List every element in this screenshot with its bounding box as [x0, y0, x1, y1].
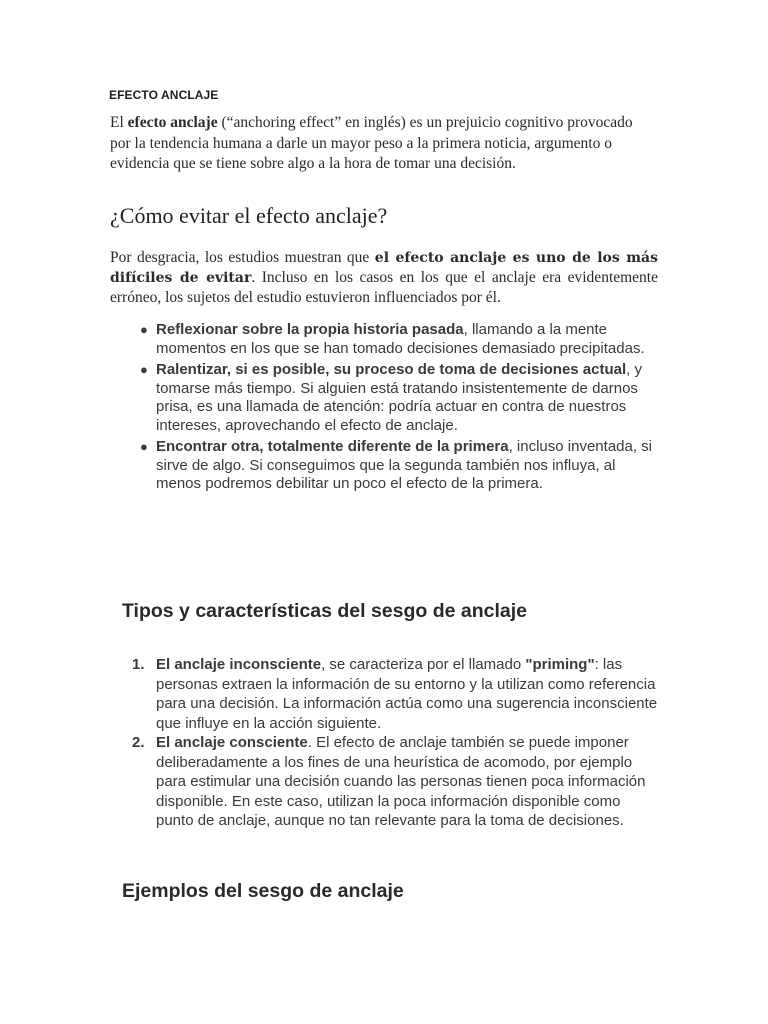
tip-text: , y tomarse más tiempo. Si alguien está tratando insistentemente de darnos prisa, es una llamada de atención: podría actuar en contra de nuestros intereses, aprovechando el efecto de anclaje. [156, 361, 643, 434]
heading-examples: Ejemplos del sesgo de anclaje [122, 880, 404, 902]
tip-text: , incluso inventada, si sirve de algo. Si conseguimos que la segunda también nos influya, al menos podremos debilitar un poco el efecto de la primera. [156, 438, 653, 492]
anchoring-types-list [132, 655, 662, 831]
item-number: 1. [132, 656, 145, 673]
intro-paragraph [110, 113, 655, 175]
studies-text-rest: . Incluso en los casos en los que el anclaje era evidentemente erróneo, los sujetos del estudio estuvieron influenciados por él. [110, 269, 658, 306]
tip-bold: Reflexionar sobre la propia historia pasada [156, 321, 464, 338]
item-number: 2. [132, 734, 145, 751]
bullet-icon: ● [140, 362, 148, 377]
studies-bold-claim: el efecto anclaje es uno de los más difíciles de evitar [110, 250, 659, 286]
bullet-icon: ● [140, 322, 148, 337]
type-text: , se caracteriza por el llamado [321, 656, 526, 673]
tip-bold: Ralentizar, si es posible, su proceso de toma de decisiones actual [156, 361, 627, 378]
type-text: . El efecto de anclaje también se puede imponer deliberadamente a los fines de una heurística de acomodo, por ejemplo para estimular una decisión cuando las personas tienen poca información disponible. En este caso, utilizan la poca información disponible como punto de anclaje, aunque no tan relevante para la toma de decisiones. [156, 734, 646, 829]
intro-text-start: El [110, 114, 128, 131]
document-title: EFECTO ANCLAJE [109, 88, 219, 102]
avoidance-tips-list [138, 321, 658, 497]
intro-text-rest: (“anchoring effect” en inglés) es un prejuicio cognitivo provocado por la tendencia humana a darle un mayor peso a la primera noticia, argumento o evidencia que se tiene sobre algo a la hora de tomar una decisión. [110, 114, 633, 172]
studies-paragraph [110, 248, 658, 308]
bullet-icon: ● [140, 439, 148, 454]
intro-bold-term: efecto anclaje [127, 114, 218, 131]
list-item [138, 321, 658, 358]
type-bold: El anclaje consciente [156, 734, 308, 751]
list-item [138, 438, 658, 494]
type-bold: El anclaje inconsciente [156, 656, 322, 673]
list-item [138, 361, 658, 435]
type-text-rest: : las personas extraen la información de su entorno y la utilizan como referencia para una decisión. La información actúa como una sugerencia inconsciente que influye en la acción siguiente. [156, 656, 658, 732]
heading-how-to-avoid: ¿Cómo evitar el efecto anclaje? [110, 203, 388, 228]
heading-types: Tipos y características del sesgo de anclaje [122, 600, 528, 622]
studies-text-start: Por desgracia, los estudios muestran que [110, 249, 375, 266]
tip-text: , llamando a la mente momentos en los que se han tomado decisiones demasiado precipitadas. [156, 321, 645, 357]
tip-bold: Encontrar otra, totalmente diferente de la primera [156, 438, 509, 455]
list-item [132, 655, 662, 733]
type-bold-quote: "priming" [525, 656, 595, 673]
list-item [132, 733, 662, 831]
